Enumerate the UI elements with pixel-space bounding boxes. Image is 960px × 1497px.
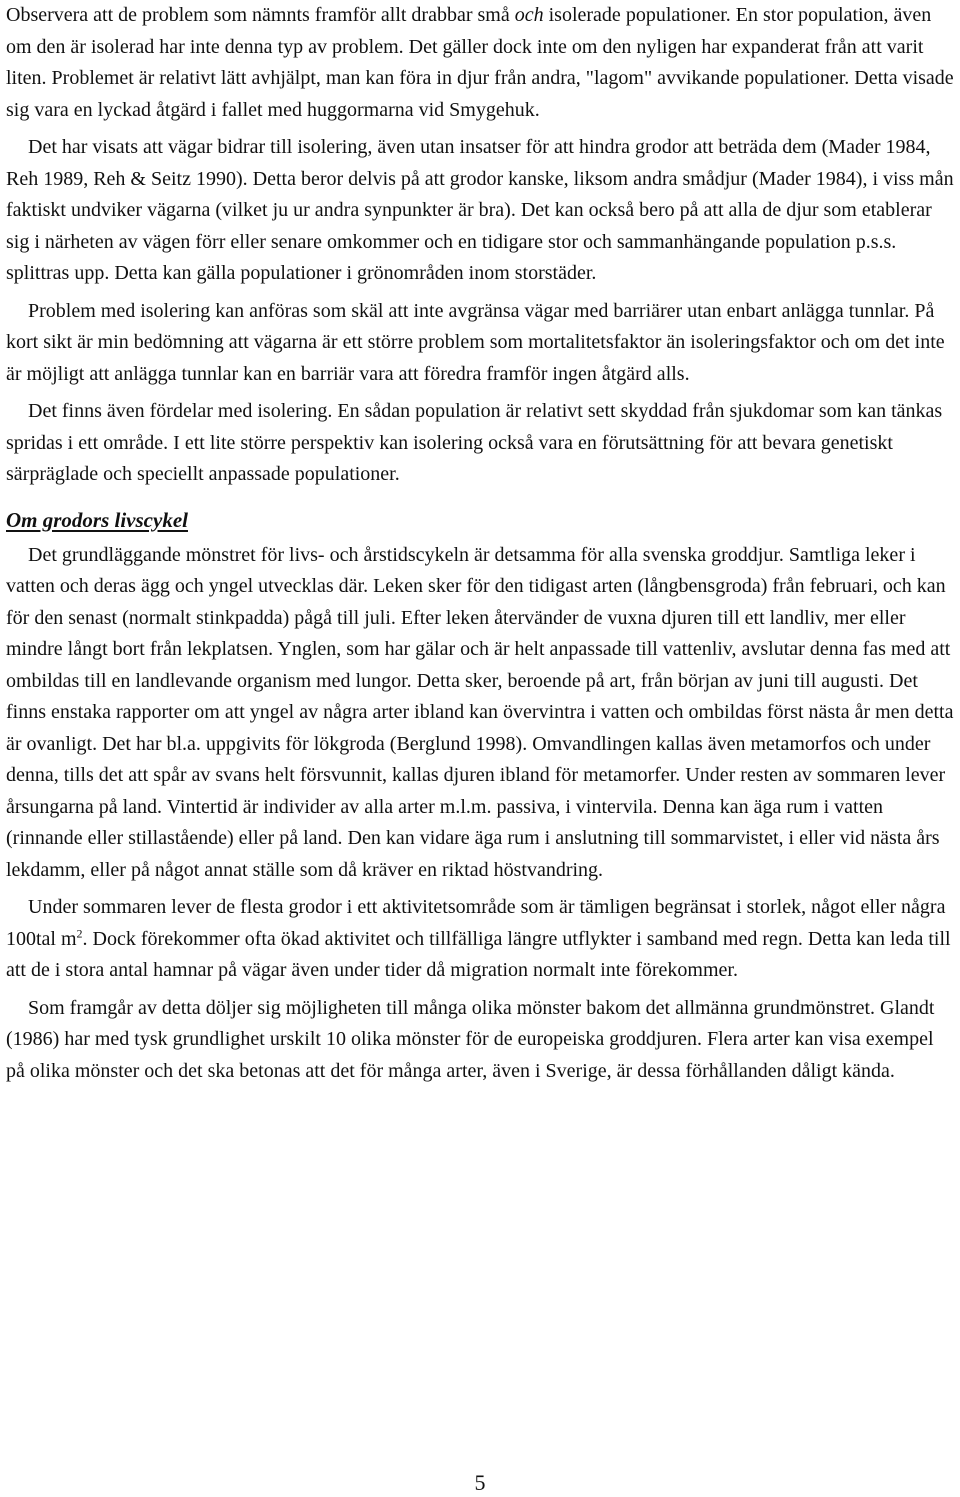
paragraph-text: . Dock förekommer ofta ökad aktivitet och tillfälliga längre utflykter i samband med regn. Detta kan leda till att de i stora antal hamnar på vägar även under tider då migration normalt inte förekommer. [6,927,951,981]
paragraph-isolated-populations [6,0,956,126]
paragraph-tunnels-barriers: Problem med isolering kan anföras som skäl att inte avgränsa vägar med barriärer utan enbart anlägga tunnlar. På kort sikt är min bedömning att vägarna är ett större problem som mortalitetsfaktor än isoleringsfaktor och om det inte är möjligt att anlägga tunnlar kan en barriär vara att föredra framför ingen åtgärd alls. [6,299,945,385]
document-page [6,0,956,1093]
paragraph-roads-isolation: Det har visats att vägar bidrar till isolering, även utan insatser för att hindra grodor att beträda dem (Mader 1984, Reh 1989, Reh & Seitz 1990). Detta beror delvis på att grodor kanske, liksom andra smådjur (Mader 1984), i viss mån faktiskt undviker vägarna (vilket ju ur andra synpunkter är bra). Det kan också bero på att alla de djur som etablerar sig i närheten av vägen förr eller senare omkommer och en tidigare stor och sammanhängande population p.s.s. splittras upp. Detta kan gälla populationer i grönområden inom storstäder. [6,136,954,284]
paragraph-text: Observera att de problem som nämnts framför allt drabbar små [6,4,515,26]
paragraph-summer-activity [6,892,956,987]
paragraph-text: isolerade populationer. En stor population, även om den är isolerad har inte denna typ av problem. Det gäller dock inte om den nyligen har expanderat från att varit liten. Problemet är relativt lätt avhjälpt, man kan föra in djur från andra, "lagom" avvikande populationer. Detta visade sig vara en lyckad åtgärd i fallet med huggormarna vid Smygehuk. [6,4,954,121]
paragraph-life-cycle-pattern: Det grundläggande mönstret för livs- och årstidscykeln är detsamma för alla svenska groddjur. Samtliga leker i vatten och deras ägg och yngel utvecklas där. Leken sker för den tidigast arten (långbensgroda) från februari, och kan för den senast (normalt stinkpadda) pågå till juli. Efter leken återvänder de vuxna djuren till ett landliv, mer eller mindre långt bort från lekplatsen. Ynglen, som har gälar och är helt anpassade till vattenliv, avslutar denna fas med att ombildas till en landlevande organism med lungor. Detta sker, beroende på art, från början av juni till augusti. Det finns enstaka rapporter om att yngel av några arter ibland kan övervintra i vatten och ombildas först nästa år men detta är ovanligt. Det har bl.a. uppgivits för lökgroda (Berglund 1998). Omvandlingen kallas även metamorfos och under denna, tills det att spår av svans helt försvunnit, kallas djuren ibland för metamorfer. Under resten av sommaren lever årsungarna på land. Vintertid är individer av alla arter m.l.m. passiva, i vintervila. Denna kan äga rum i vatten (rinnande eller stillastående) eller på land. Den kan vidare äga rum i anslutning till sommarvistet, i eller vid nästa års lekdamm, eller på något annat ställe som då kräver en riktad höstvandring. [6,543,954,881]
emphasis-och: och [514,4,544,26]
superscript-2: 2 [76,925,83,940]
paragraph-patterns: Som framgår av detta döljer sig möjligheten till många olika mönster bakom det allmänna grundmönstret. Glandt (1986) har med tysk grundlighet urskilt 10 olika mönster för de europeiska groddjuren. Flera arter kan visa exempel på olika mönster och det ska betonas att det för många arter, även i Sverige, är dessa förhållanden dåligt kända. [6,996,935,1082]
page-number: 5 [474,1470,486,1495]
paragraph-text: Under sommaren lever de flesta grodor i ett aktivitetsområde som är tämligen begränsat i storlek, något eller några 100tal m [6,896,946,950]
section-heading-life-cycle: Om grodors livscykel [6,507,188,532]
paragraph-isolation-benefits: Det finns även fördelar med isolering. En sådan population är relativt sett skyddad från sjukdomar som kan tänkas spridas i ett område. I ett lite större perspektiv kan isolering också vara en förutsättning för att bevara genetiskt särpräglade och speciellt anpassade populationer. [6,400,943,485]
